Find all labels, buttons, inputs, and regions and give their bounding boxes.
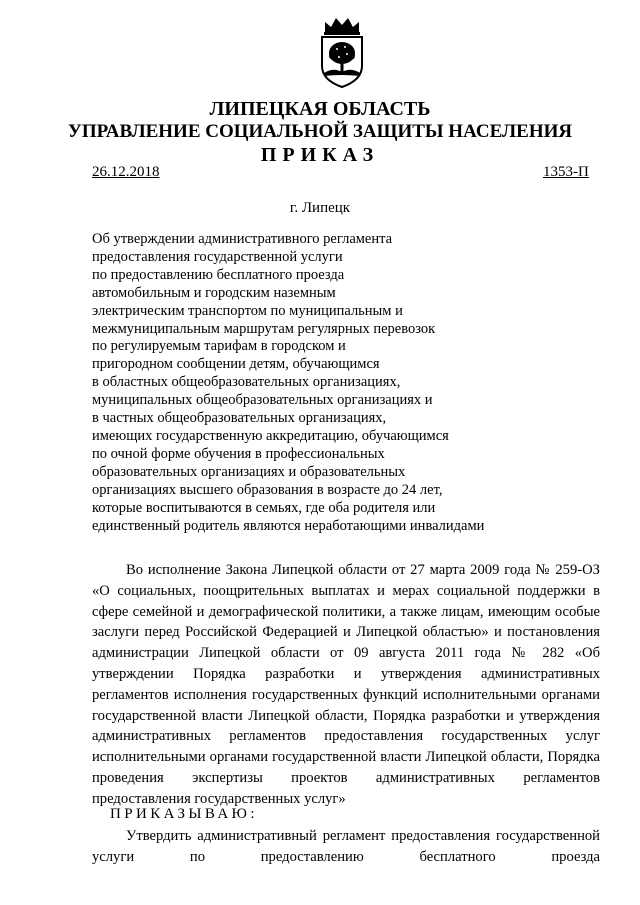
- subject-line: пригородном сообщении детям, обучающимся: [92, 356, 380, 373]
- document-number: 1353-П: [543, 164, 589, 180]
- coat-of-arms-icon: [317, 16, 367, 88]
- subject-line: по регулируемым тарифам в городском и: [92, 338, 346, 355]
- document-subject: [92, 231, 552, 535]
- subject-line: Об утверждении административного регламента: [92, 231, 393, 247]
- subject-line: в областных общеобразовательных организациях,: [92, 374, 401, 391]
- subject-line: образовательных организациях и образовательных: [92, 463, 406, 480]
- order-clause: Утвердить административный регламент предоставления государственной услуги по предоставлению бесплатного проезда: [92, 828, 600, 865]
- subject-line: которые воспитываются в семьях, где оба родителя или: [92, 499, 436, 516]
- department-title: УПРАВЛЕНИЕ СОЦИАЛЬНОЙ ЗАЩИТЫ НАСЕЛЕНИЯ: [67, 121, 573, 142]
- subject-line: электрическим транспортом по муниципальным и: [92, 302, 403, 319]
- subject-line: автомобильным и городским наземным: [92, 284, 336, 301]
- subject-line: предоставления государственной услуги: [92, 248, 343, 265]
- document-date: 26.12.2018: [92, 164, 160, 180]
- subject-line: межмуниципальным маршрутам регулярных перевозок: [92, 320, 436, 337]
- subject-line: в частных общеобразовательных организациях,: [92, 410, 387, 427]
- document-city: г. Липецк: [289, 200, 351, 216]
- order-directive: ПРИКАЗЫВАЮ:: [110, 806, 258, 822]
- subject-line: имеющих государственную аккредитацию, обучающимся: [92, 427, 449, 444]
- document-type-title: ПРИКАЗ: [260, 144, 380, 166]
- subject-line: по очной форме обучения в профессиональных: [92, 445, 385, 462]
- subject-line: по предоставлению бесплатного проезда: [92, 266, 345, 283]
- subject-line: организациях высшего образования в возрасте до 24 лет,: [92, 481, 443, 498]
- region-title: ЛИПЕЦКАЯ ОБЛАСТЬ: [209, 98, 431, 120]
- preamble-paragraph: Во исполнение Закона Липецкой области от 27 марта 2009 года № 259-ОЗ «О социальных, поощрительных выплатах и мерах социальной поддержки в сфере семейной и демографической политики, а также лицам, имеющим особые заслуги перед Российской Федерацией и Липецкой областью» и постановления администрации Липецкой области от 09 августа 2011 года № 282 «Об утверждении Порядка разработки и утверждения административных регламентов исполнения государственных функций исполнительными органами государственной власти Липецкой области, Порядка разработки и утверждения административных регламентов предоставления государственных услуг исполнительными органами государственной власти Липецкой области, Порядка проведения экспертизы проектов административных регламентов предоставления государственных услуг»: [92, 562, 600, 807]
- subject-line: единственный родитель являются неработающими инвалидами: [92, 517, 485, 534]
- subject-line: муниципальных общеобразовательных организациях и: [92, 392, 433, 409]
